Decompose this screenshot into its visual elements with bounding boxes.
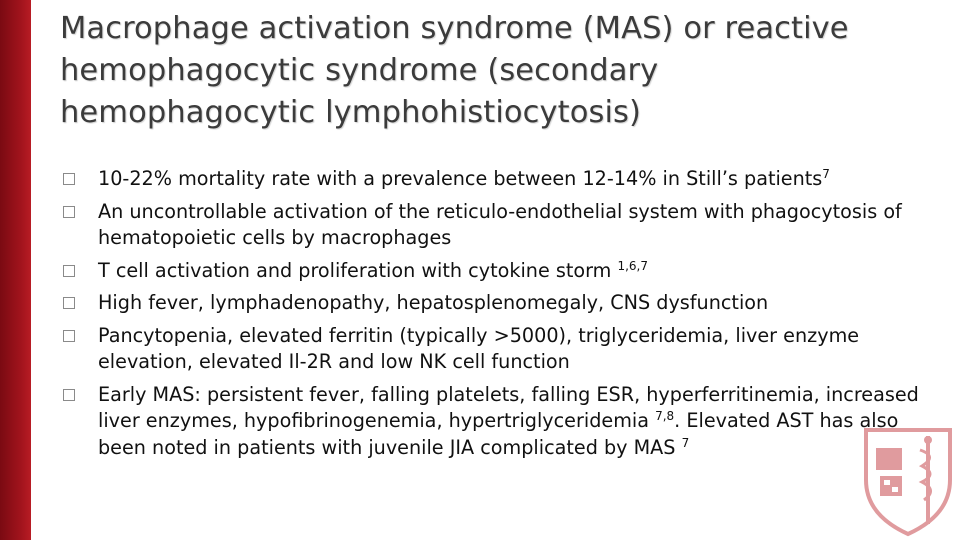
citation: 1,6,7 — [617, 258, 648, 273]
bullet-text: T cell activation and proliferation with cytokine storm — [98, 258, 618, 282]
bullet-item — [60, 382, 930, 462]
shield-crest-logo — [858, 420, 958, 538]
accent-bar — [0, 0, 31, 540]
bullet-list — [60, 166, 930, 467]
bullet-item — [60, 258, 930, 285]
checkbox-square-icon — [63, 330, 75, 342]
bullet-text: High fever, lymphadenopathy, hepatosplenomegaly, CNS dysfunction — [98, 291, 769, 314]
citation: 7 — [681, 435, 690, 450]
bullet-item — [60, 166, 930, 193]
bullet-text-tail: . Elevated AST has also been noted in patients with juvenile JIA complicated by MAS — [98, 409, 899, 459]
citation: 7 — [822, 167, 830, 181]
bullet-text: 10-22% mortality rate with a prevalence between 12-14% in Still’s patients — [98, 167, 823, 190]
slide-title: Macrophage activation syndrome (MAS) or reactive hemophagocytic syndrome (secondary hemophagocytic lymphohistiocytosis) — [60, 11, 849, 130]
bullet-text: Early MAS: persistent fever, falling platelets, falling ESR, hyperferritinemia, increased liver enzymes, hypofibrinogenemia, hypertriglyceridemia — [98, 382, 919, 432]
checkbox-square-icon — [63, 389, 75, 401]
checkbox-square-icon — [63, 297, 75, 309]
bullet-item — [60, 290, 930, 317]
bullet-item — [60, 199, 930, 252]
checkbox-square-icon — [63, 206, 75, 218]
checkbox-square-icon — [63, 173, 75, 185]
citation: 7,8 — [655, 409, 675, 423]
bullet-text: Pancytopenia, elevated ferritin (typically >5000), triglyceridemia, liver enzyme elevation, elevated Il-2R and low NK cell function — [98, 323, 860, 373]
bullet-item — [60, 323, 930, 376]
bullet-text: An uncontrollable activation of the reticulo-endothelial system with phagocytosis of hematopoietic cells by macrophages — [98, 199, 902, 249]
checkbox-square-icon — [63, 265, 75, 277]
